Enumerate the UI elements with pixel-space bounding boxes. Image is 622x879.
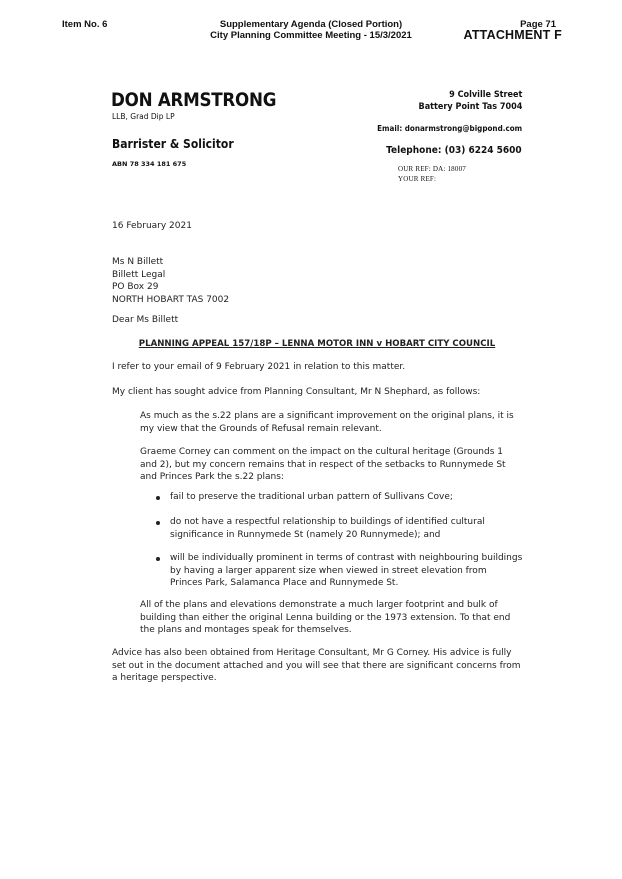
address-line-2: Battery Point Tas 7004 (418, 102, 522, 112)
recipient-address (112, 256, 229, 306)
text-line: the plans and montages speak for themselves. (140, 625, 352, 635)
sender-title: Barrister & Solicitor (112, 137, 234, 151)
meeting-title: City Planning Committee Meeting - 15/3/2021 (210, 30, 412, 41)
text-line: significance in Runnymede St (namely 20 Runnymede); and (170, 529, 441, 540)
bullet-item (170, 516, 485, 541)
paragraph-3 (112, 647, 521, 685)
page-number: Page 71 (520, 19, 556, 30)
text-line: Graeme Corney can comment on the impact on the cultural heritage (Grounds 1 (140, 447, 503, 457)
address-line-1: 9 Colville Street (448, 90, 522, 100)
text-line: do not have a respectful relationship to buildings of identified cultural (170, 517, 485, 527)
agenda-title: Supplementary Agenda (Closed Portion) (219, 19, 403, 30)
sender-abn: ABN 78 334 181 675 (112, 160, 187, 168)
text-line: set out in the document attached and you will see that there are significant concerns from (112, 660, 521, 671)
bullet-item (170, 491, 453, 504)
text-line: All of the plans and elevations demonstrate a much larger footprint and bulk of (140, 600, 498, 610)
recipient-line: PO Box 29 (112, 282, 159, 292)
reference-block (398, 164, 466, 184)
quote-paragraph-1 (140, 410, 514, 435)
your-ref: YOUR REF: (398, 175, 437, 183)
our-ref: OUR REF: DA: 18007 (398, 165, 466, 173)
text-line: my view that the Grounds of Refusal remain relevant. (140, 423, 382, 434)
text-line: and 2), but my concern remains that in respect of the setbacks to Runnymede St (140, 459, 506, 470)
sender-name: DON ARMSTRONG (111, 89, 277, 111)
text-line: As much as the s.22 plans are a significant improvement on the original plans, it is (140, 411, 514, 421)
sender-qualifications: LLB, Grad Dip LP (112, 112, 175, 121)
paragraph-1: I refer to your email of 9 February 2021 in relation to this matter. (112, 362, 406, 372)
paragraph-2: My client has sought advice from Planning Consultant, Mr N Shephard, as follows: (112, 387, 481, 397)
attachment-label: ATTACHMENT F (463, 28, 562, 42)
text-line: will be individually prominent in terms of contrast with neighbouring buildings (170, 553, 523, 563)
bullet-icon (156, 496, 160, 500)
text-line: a heritage perspective. (112, 673, 217, 683)
sender-telephone: Telephone: (03) 6224 5600 (386, 145, 522, 156)
letter-date: 16 February 2021 (112, 221, 192, 231)
recipient-line: Ms N Billett (112, 257, 164, 267)
text-line: and Princes Park the s.22 plans: (140, 472, 284, 482)
text-line: by having a larger apparent size when viewed in street elevation from (170, 565, 487, 576)
bullet-icon (156, 557, 160, 561)
text-line: Advice has also been obtained from Heritage Consultant, Mr G Corney. His advice is fully (112, 648, 512, 658)
quote-paragraph-2 (140, 446, 506, 484)
sender-address (418, 89, 522, 113)
text-line: fail to preserve the traditional urban pattern of Sullivans Cove; (170, 492, 453, 502)
recipient-line: NORTH HOBART TAS 7002 (112, 294, 230, 305)
bullet-item (170, 552, 522, 590)
recipient-line: Billett Legal (112, 269, 166, 280)
text-line: Princes Park, Salamanca Place and Runnymede St. (170, 578, 399, 588)
sender-email: Email: donarmstrong@bigpond.com (376, 124, 522, 133)
subject-line: PLANNING APPEAL 157/18P – LENNA MOTOR INN v HOBART CITY COUNCIL (138, 339, 496, 349)
text-line: building than either the original Lenna building or the 1973 extension. To that end (140, 612, 511, 623)
quote-paragraph-3 (140, 599, 510, 637)
bullet-icon (156, 521, 160, 525)
salutation: Dear Ms Billett (112, 315, 179, 325)
item-number: Item No. 6 (62, 19, 108, 30)
